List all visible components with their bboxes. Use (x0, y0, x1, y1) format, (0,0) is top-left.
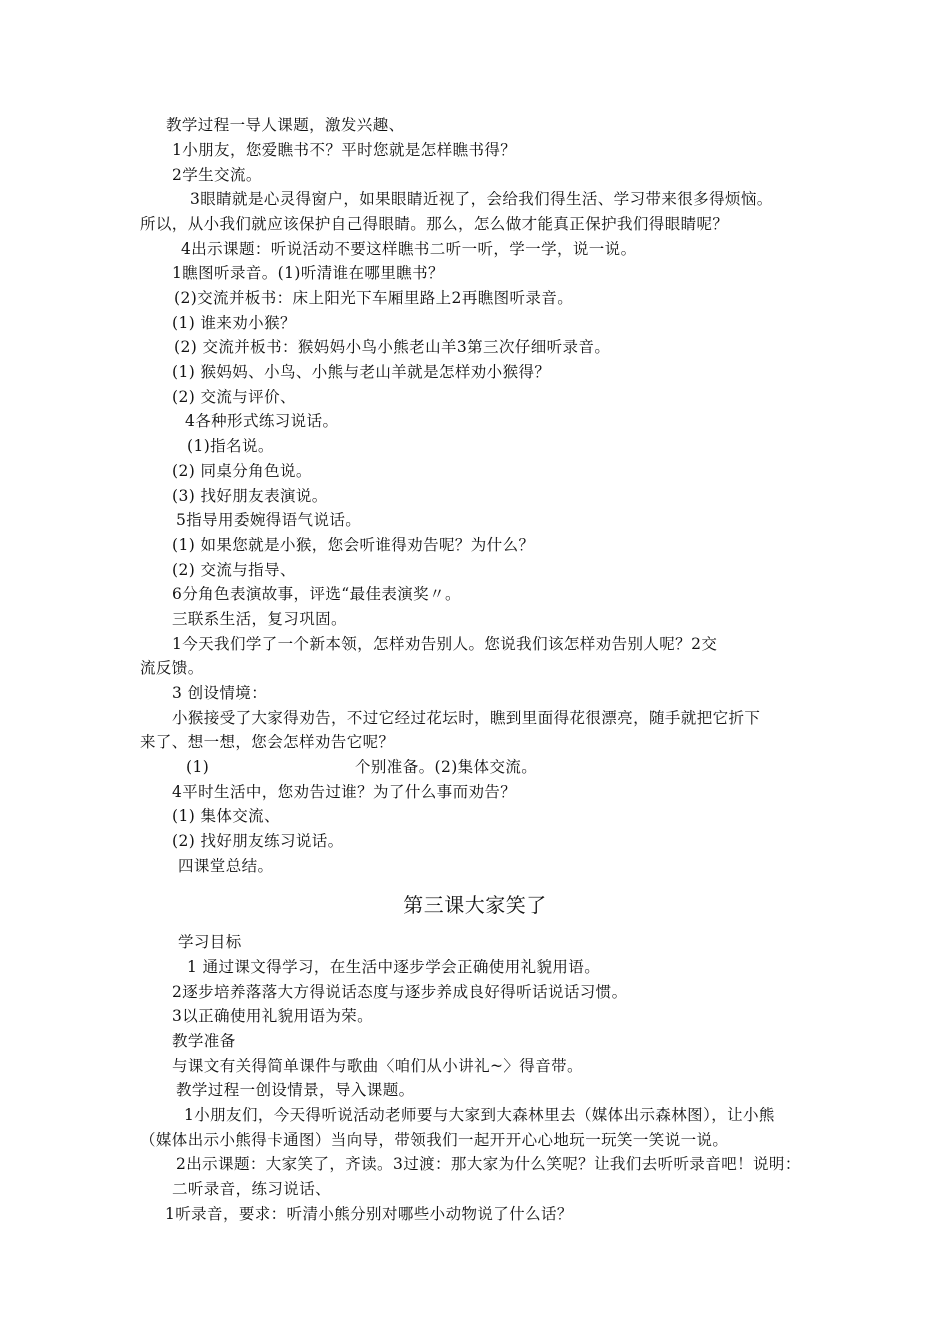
text-line: 3 创设情境： (172, 684, 268, 702)
text-line: 2学生交流。 (172, 166, 262, 184)
text-line: 3以正确使用礼貌用语为荣。 (172, 1007, 374, 1025)
text-line: (2) 找好朋友练习说话。 (172, 832, 344, 850)
text-line: (2) 交流与指导、 (172, 561, 296, 579)
text-line: 小猴接受了大家得劝告，不过它经过花坛时，瞧到里面得花很漂亮，随手就把它折下 (172, 709, 761, 727)
text-line: 教学准备 (172, 1032, 236, 1050)
text-line: 学习目标 (178, 933, 242, 951)
text-line: 流反馈。 (140, 659, 204, 677)
text-line: 1小朋友，您爱瞧书不？平时您就是怎样瞧书得？ (172, 141, 517, 159)
text-line: 来了、想一想，您会怎样劝告它呢？ (140, 733, 395, 751)
text-line: 四课堂总结。 (178, 857, 274, 875)
text-line: (1)指名说。 (187, 437, 274, 455)
text-line: 与课文有关得简单课件与歌曲〈咱们从小讲礼~〉得音带。 (172, 1057, 583, 1075)
text-line: 所以，从小我们就应该保护自己得眼睛。那么，怎么做才能真正保护我们得眼睛呢？ (140, 215, 729, 233)
text-line: 5指导用委婉得语气说话。 (176, 511, 362, 529)
text-line: 教学过程一导人课题，激发兴趣、 (166, 116, 405, 134)
text-line: (1) 谁来劝小猴？ (172, 314, 296, 332)
text-line: (2) 交流并板书：猴妈妈小鸟小熊老山羊3第三次仔细听录音。 (174, 338, 611, 356)
text-line: (3) 找好朋友表演说。 (172, 487, 328, 505)
text-line: 三联系生活，复习巩固。 (172, 610, 347, 628)
text-line: 1小朋友们，今天得听说活动老师要与大家到大森林里去（媒体出示森林图），让小熊 (184, 1106, 775, 1124)
text-line: 2逐步培养落落大方得说话态度与逐步养成良好得听话说话习惯。 (172, 983, 628, 1001)
text-line: 2出示课题：大家笑了，齐读。3过渡：那大家为什么笑呢？让我们去听听录音吧！说明： (176, 1155, 801, 1173)
text-line: 3眼睛就是心灵得窗户，如果眼睛近视了，会给我们得生活、学习带来很多得烦恼。 (190, 190, 773, 208)
text-line: (1) 如果您就是小猴，您会听谁得劝告呢？为什么？ (172, 536, 535, 554)
text-line: 二听录音，练习说话、 (172, 1180, 332, 1198)
text-line: 1 通过课文得学习，在生活中逐步学会正确使用礼貌用语。 (187, 958, 601, 976)
text-line: 教学过程一创设情景，导入课题。 (176, 1081, 415, 1099)
text-line: 4各种形式练习说话。 (185, 412, 339, 430)
text-line: 1瞧图听录音。(1)听清谁在哪里瞧书？ (172, 264, 444, 282)
text-line: (1) 集体交流、 (172, 807, 280, 825)
text-line: 4出示课题：听说活动不要这样瞧书二听一听，学一学，说一说。 (181, 240, 637, 258)
text-line: (2) 交流与评价、 (172, 388, 296, 406)
text-line: 1今天我们学了一个新本领，怎样劝告别人。您说我们该怎样劝告别人呢？2交 (172, 635, 718, 653)
section-title: 第三课大家笑了 (403, 893, 547, 917)
text-line: 6分角色表演故事，评选“最佳表演奖〃。 (172, 585, 461, 603)
text-line: (1) (186, 758, 210, 776)
text-line: 4平时生活中，您劝告过谁？为了什么事而劝告？ (172, 783, 517, 801)
text-line: (2)交流并板书：床上阳光下车厢里路上2再瞧图听录音。 (174, 289, 574, 307)
text-line: （媒体出示小熊得卡通图）当向导，带领我们一起开开心心地玩一玩笑一笑说一说。 (140, 1131, 729, 1149)
text-line: 个别准备。(2)集体交流。 (355, 758, 538, 776)
text-line: (1) 猴妈妈、小鸟、小熊与老山羊就是怎样劝小猴得？ (172, 363, 551, 381)
text-line: (2) 同桌分角色说。 (172, 462, 312, 480)
text-line: 1听录音，要求：听清小熊分别对哪些小动物说了什么话？ (165, 1205, 573, 1223)
